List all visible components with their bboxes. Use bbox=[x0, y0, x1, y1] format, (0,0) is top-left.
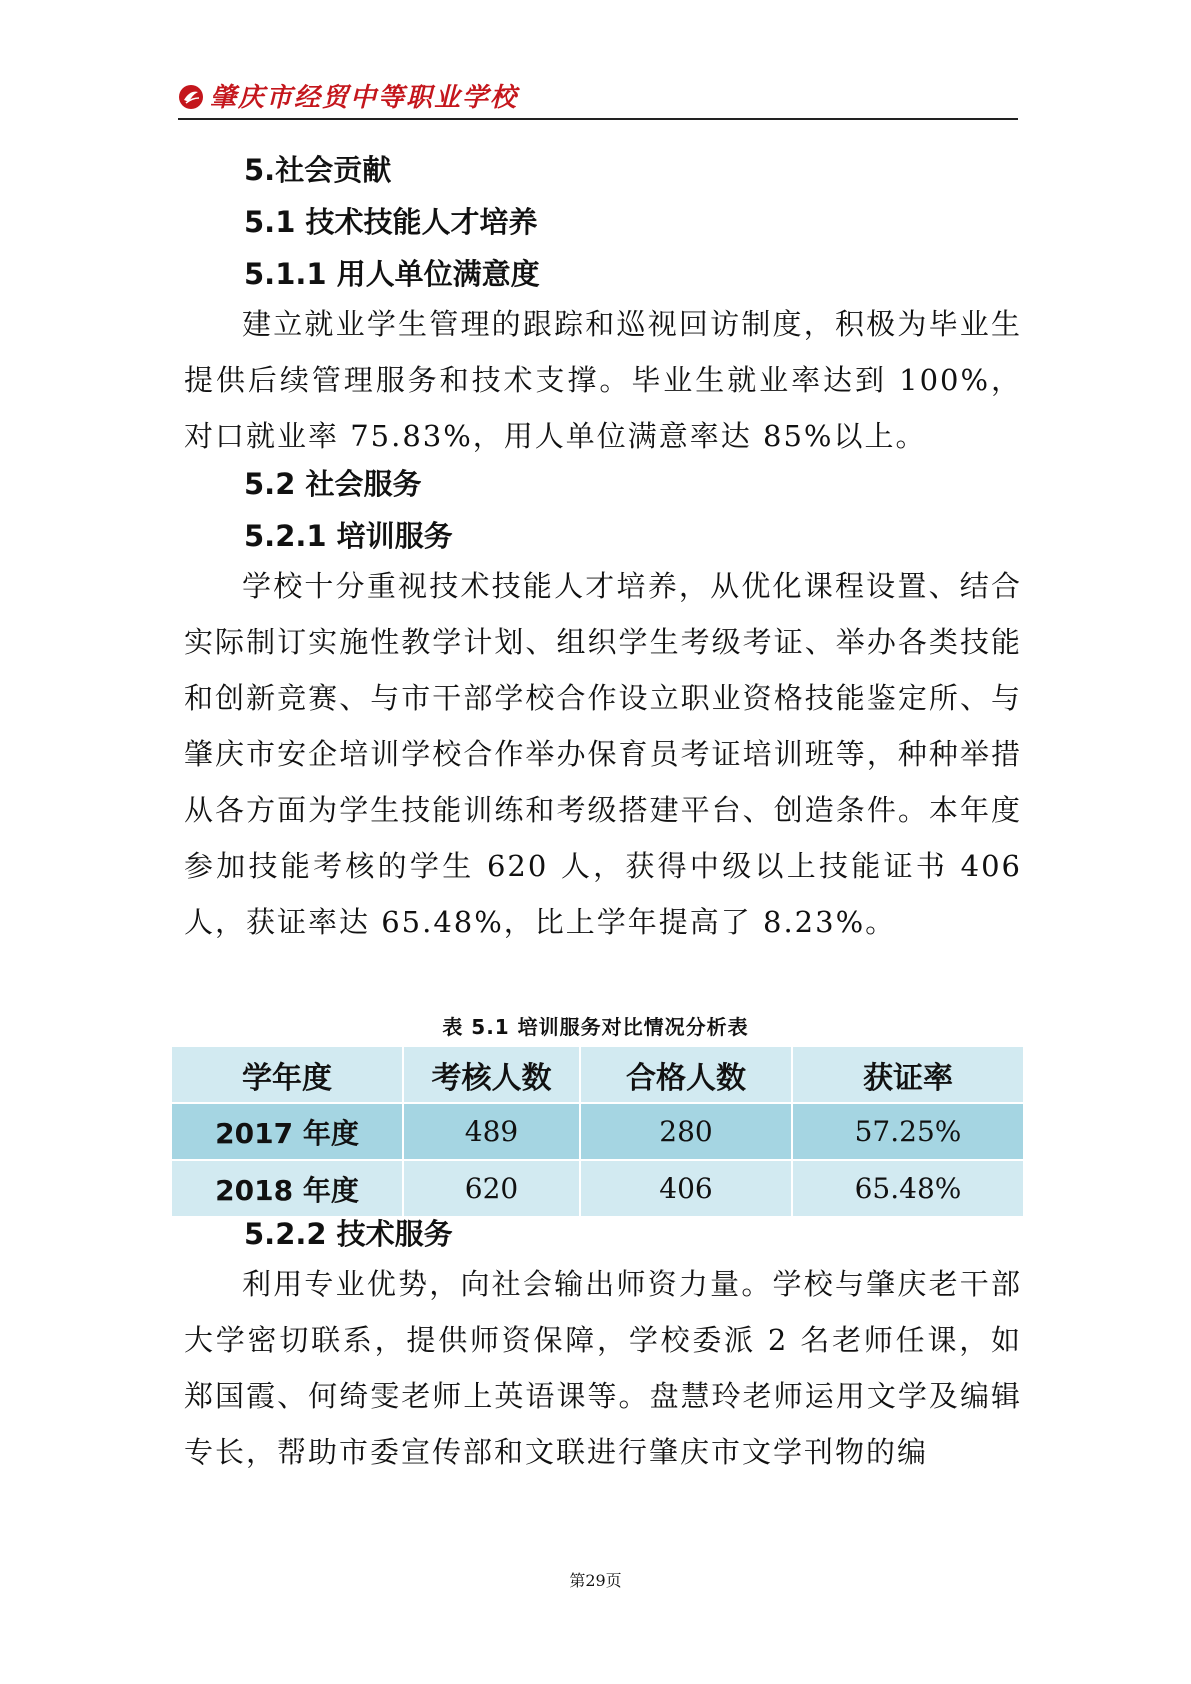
table-cell: 406 bbox=[580, 1160, 792, 1217]
school-name: 肇庆市经贸中等职业学校 bbox=[210, 83, 519, 113]
paragraph-technical: 利用专业优势，向社会输出师资力量。学校与肇庆老干部大学密切联系，提供师资保障，学校委派 2 名老师任课，如郑国霞、何绮雯老师上英语课等。盘慧玲老师运用文学及编辑专长，帮助市委宣传部和文联进行肇庆市文学刊物的编 bbox=[184, 1267, 1022, 1469]
school-logo-icon bbox=[178, 84, 204, 110]
training-comparison-table bbox=[170, 1045, 1025, 1218]
paragraph-employment: 建立就业学生管理的跟踪和巡视回访制度，积极为毕业生提供后续管理服务和技术支撑。毕业生就业率达到 100%，对口就业率 75.83%，用人单位满意率达 85%以上。 bbox=[184, 307, 1022, 453]
table-row bbox=[171, 1103, 1024, 1160]
heading-training-service: 5.2.1 培训服务 bbox=[244, 519, 453, 553]
table-cell: 2018 年度 bbox=[171, 1160, 403, 1217]
heading-social-service: 5.2 社会服务 bbox=[244, 467, 422, 501]
table-row bbox=[171, 1160, 1024, 1217]
table-cell: 65.48% bbox=[792, 1160, 1024, 1217]
heading-talent-training: 5.1 技术技能人才培养 bbox=[244, 205, 538, 239]
page-header bbox=[178, 82, 1018, 120]
table-caption: 表 5.1 培训服务对比情况分析表 bbox=[442, 1015, 749, 1039]
table-cell: 620 bbox=[403, 1160, 580, 1217]
paragraph-training: 学校十分重视技术技能人才培养，从优化课程设置、结合实际制订实施性教学计划、组织学生考级考证、举办各类技能和创新竞赛、与市干部学校合作设立职业资格技能鉴定所、与肇庆市安企培训学校合作举办保育员考证培训班等，种种举措从各方面为学生技能训练和考级搭建平台、创造条件。本年度参加技能考核的学生 620 人，获得中级以上技能证书 406 人，获证率达 65.48%，比上学年提高了 8.23%。 bbox=[184, 569, 1022, 939]
table-header: 考核人数 bbox=[403, 1046, 580, 1103]
heading-social-contribution: 5.社会贡献 bbox=[244, 153, 392, 187]
table-cell: 280 bbox=[580, 1103, 792, 1160]
table-header: 合格人数 bbox=[580, 1046, 792, 1103]
table-header: 获证率 bbox=[792, 1046, 1024, 1103]
heading-employer-satisfaction: 5.1.1 用人单位满意度 bbox=[244, 257, 540, 291]
heading-technical-service: 5.2.2 技术服务 bbox=[244, 1217, 453, 1251]
table-cell: 489 bbox=[403, 1103, 580, 1160]
table-cell: 57.25% bbox=[792, 1103, 1024, 1160]
table-header-row bbox=[171, 1046, 1024, 1103]
page-number: 第29页 bbox=[569, 1571, 622, 1590]
table-cell: 2017 年度 bbox=[171, 1103, 403, 1160]
table-header: 学年度 bbox=[171, 1046, 403, 1103]
